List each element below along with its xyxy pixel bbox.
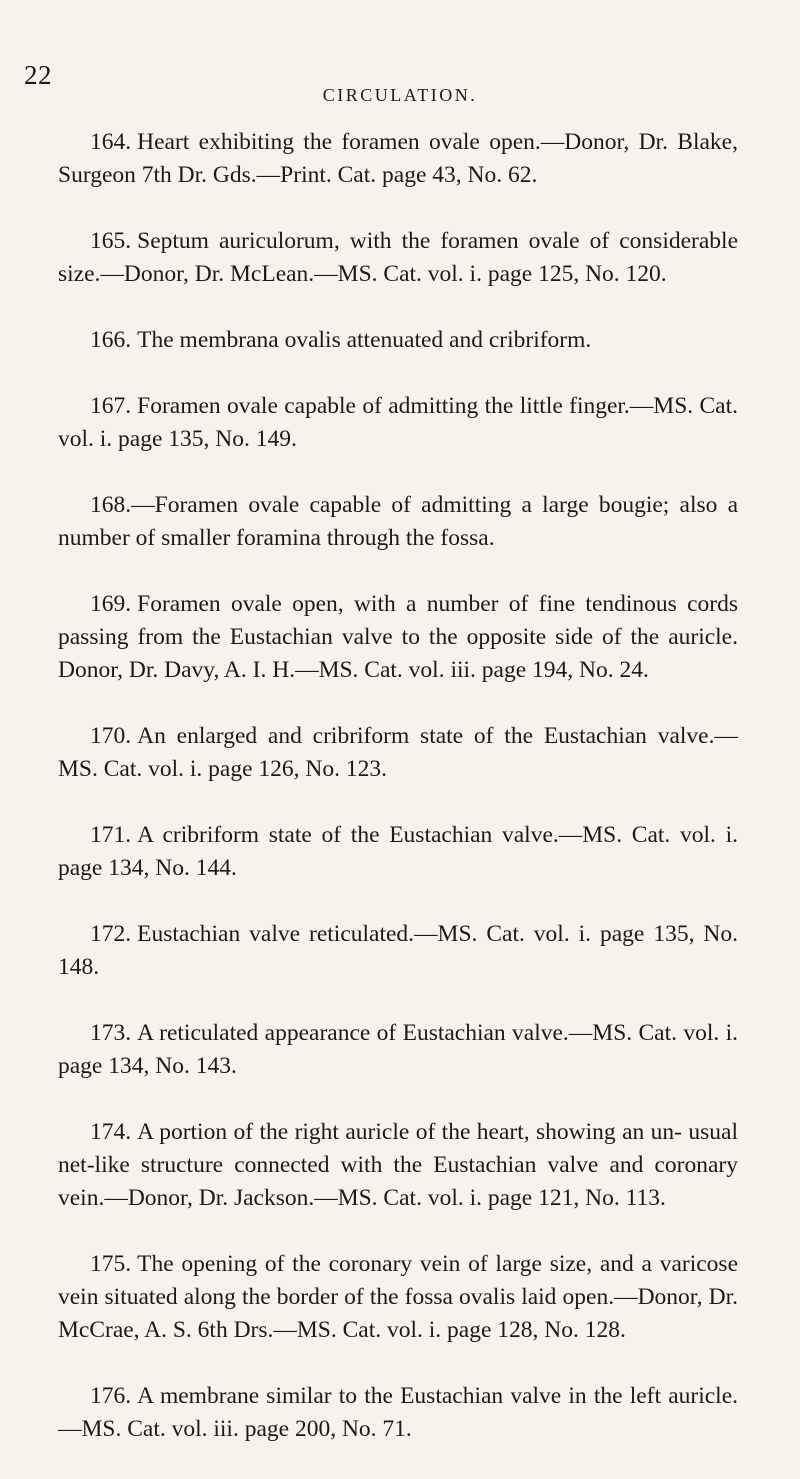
catalogue-entry-168 xyxy=(58,489,738,555)
entry-number: 170. xyxy=(90,723,132,749)
catalogue-entry-164 xyxy=(58,126,738,192)
entry-text: Foramen ovale open, with a number of fine tendinous cords passing from the Eustachian valve to the opposite side of the auricle. Donor, Dr. Davy, A. I. H.—MS. Cat. vol. iii. page 194, No. 24. xyxy=(58,591,738,683)
entry-number: 174. xyxy=(90,1119,132,1145)
entry-text: The opening of the coronary vein of large size, and a varicose vein situated along the border of the fossa ovalis laid open.—Donor, Dr. McCrae, A. S. 6th Drs.—MS. Cat. vol. i. page 128, No. 128. xyxy=(58,1251,738,1343)
catalogue-entry-167 xyxy=(58,390,738,456)
entry-text: A membrane similar to the Eustachian valve in the left auricle.—MS. Cat. vol. iii. page 200, No. 71. xyxy=(58,1383,738,1442)
catalogue-entry-174 xyxy=(58,1116,738,1215)
entry-number: 172. xyxy=(90,921,132,947)
entry-number: 168. xyxy=(90,492,132,518)
entry-number: 166. xyxy=(90,327,132,353)
entry-number: 175. xyxy=(90,1251,132,1277)
entry-text: Septum auriculorum, with the foramen ovale of considerable size.—Donor, Dr. McLean.—MS. Cat. vol. i. page 125, No. 120. xyxy=(58,228,738,287)
entry-number: 171. xyxy=(90,822,132,848)
running-head: CIRCULATION. xyxy=(322,85,478,105)
catalogue-entry-171 xyxy=(58,819,738,885)
catalogue-entry-165 xyxy=(58,225,738,291)
entry-number: 176. xyxy=(90,1383,132,1409)
entry-number: 173. xyxy=(90,1020,132,1046)
entry-text: Eustachian valve reticulated.—MS. Cat. vol. i. page 135, No. 148. xyxy=(58,921,738,980)
entry-text: —Foramen ovale capable of admitting a large bougie; also a number of smaller foramina through the fossa. xyxy=(58,492,738,551)
catalogue-entry-170 xyxy=(58,720,738,786)
entry-text: A portion of the right auricle of the heart, showing an un- usual net-like structure connected with the Eustachian valve and coronary vein.—Donor, Dr. Jackson.—MS. Cat. vol. i. page 121, No. 113. xyxy=(58,1119,738,1211)
page-number: 22 xyxy=(24,60,52,90)
catalogue-entry-166 xyxy=(58,324,738,357)
catalogue-entry-176 xyxy=(58,1380,738,1446)
entry-text: A cribriform state of the Eustachian valve.—MS. Cat. vol. i. page 134, No. 144. xyxy=(58,822,738,881)
entry-text: Heart exhibiting the foramen ovale open.—Donor, Dr. Blake, Surgeon 7th Dr. Gds.—Print. Cat. page 43, No. 62. xyxy=(58,129,738,188)
entry-number: 167. xyxy=(90,393,132,419)
entry-text: An enlarged and cribriform state of the Eustachian valve.— MS. Cat. vol. i. page 126, No. 123. xyxy=(58,723,738,782)
catalogue-entry-175 xyxy=(58,1248,738,1347)
catalogue-entries xyxy=(58,126,738,1479)
catalogue-entry-169 xyxy=(58,588,738,687)
catalogue-entry-172 xyxy=(58,918,738,984)
entry-text: The membrana ovalis attenuated and cribriform. xyxy=(137,327,592,353)
entry-number: 165. xyxy=(90,228,132,254)
entry-number: 164. xyxy=(90,129,132,155)
entry-number: 169. xyxy=(90,591,132,617)
entry-text: Foramen ovale capable of admitting the little finger.—MS. Cat. vol. i. page 135, No. 149. xyxy=(58,393,738,452)
catalogue-entry-173 xyxy=(58,1017,738,1083)
entry-text: A reticulated appearance of Eustachian valve.—MS. Cat. vol. i. page 134, No. 143. xyxy=(58,1020,738,1079)
